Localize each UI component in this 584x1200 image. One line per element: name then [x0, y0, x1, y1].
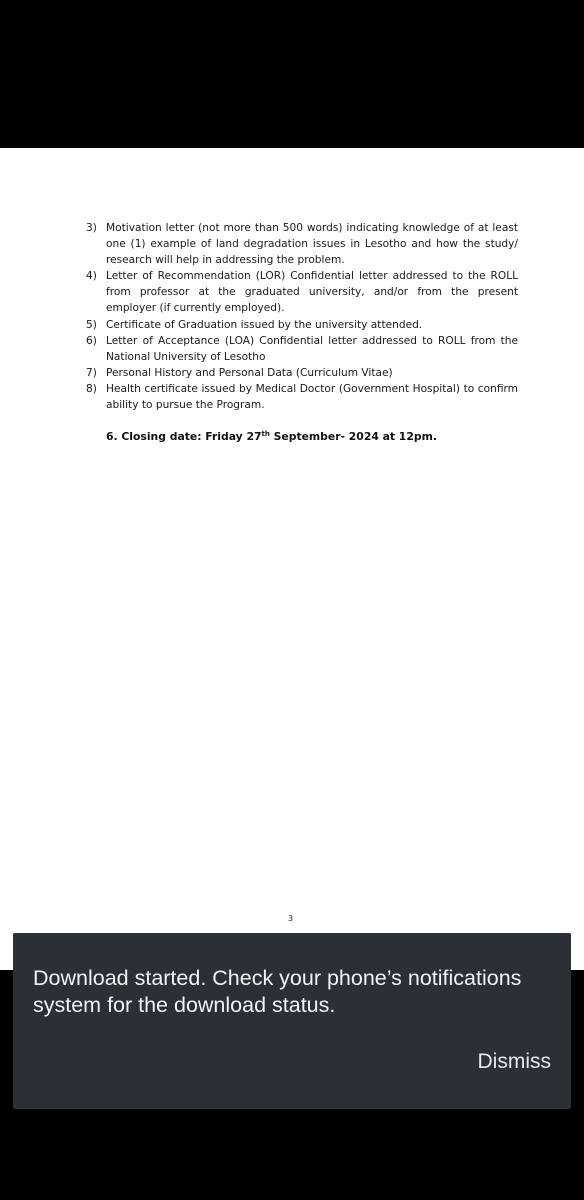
download-snackbar	[13, 933, 571, 1109]
closing-date-prefix: 6. Closing date: Friday 27	[106, 430, 262, 443]
list-item-text: Motivation letter (not more than 500 words) indicating knowledge of at least one (1) example of land degradation issues in Lesotho and how the study/ research will help in addressing the problem.	[106, 222, 518, 267]
list-item	[86, 365, 518, 381]
list-item	[86, 220, 518, 268]
page-number: 3	[288, 914, 294, 923]
list-item-text: Health certificate issued by Medical Doctor (Government Hospital) to confirm ability to pursue the Program.	[106, 382, 518, 412]
list-item-text: Letter of Acceptance (LOA) Confidential letter addressed to ROLL from the National University of Lesotho	[106, 334, 518, 363]
list-item-text: Certificate of Graduation issued by the university attended.	[106, 318, 423, 331]
list-item-number: 3)	[86, 222, 97, 234]
closing-date	[106, 430, 437, 443]
list-item-text: Personal History and Personal Data (Curriculum Vitae)	[106, 366, 393, 379]
snackbar-message: Download started. Check your phone’s notifications system for the download status.	[33, 966, 522, 1017]
top-black-bar	[0, 0, 584, 148]
list-item	[86, 317, 518, 333]
list-item-number: 5)	[86, 318, 97, 331]
list-item-number: 4)	[86, 270, 97, 283]
dismiss-button[interactable]: Dismiss	[477, 1050, 551, 1073]
list-item	[86, 268, 518, 316]
requirements-list	[86, 220, 518, 413]
list-item	[86, 333, 518, 365]
closing-date-ordinal: th	[261, 430, 270, 438]
list-item	[86, 381, 518, 413]
list-item-number: 7)	[86, 366, 97, 379]
closing-date-suffix: September- 2024 at 12pm.	[269, 430, 437, 443]
list-item-text: Letter of Recommendation (LOR) Confidential letter addressed to the ROLL from professor at the graduated university, and/or from the present employer (if currently employed).	[106, 270, 518, 315]
list-item-number: 6)	[86, 334, 97, 347]
document-page[interactable]	[0, 148, 584, 970]
list-item-number: 8)	[86, 382, 97, 395]
